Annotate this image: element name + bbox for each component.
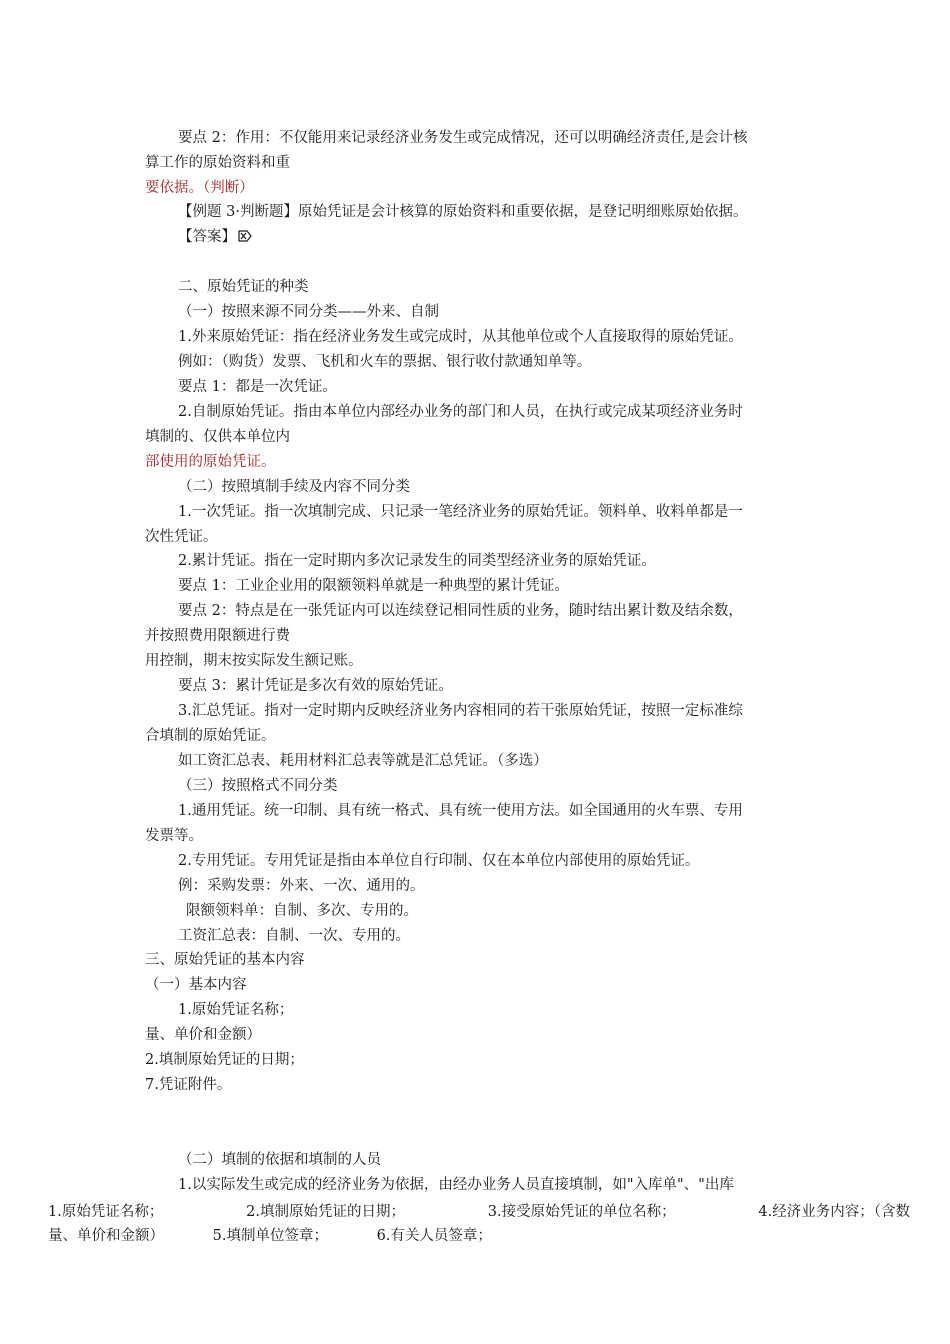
text-line — [145, 527, 218, 547]
text-line-content: 并按照费用限额进行费 — [145, 628, 290, 644]
text-line — [145, 1075, 231, 1095]
footer-item: 5.填制单位签章； — [212, 1228, 328, 1244]
text-line-content: 例：采购发票：外来、一次、通用的。 — [178, 878, 425, 894]
text-line-content: 1.外来原始凭证：指在经济业务发生或完成时，从其他单位或个人直接取得的原始凭证。 — [178, 329, 743, 345]
text-line — [145, 153, 290, 173]
text-line-content: 2.累计凭证。指在一定时期内多次记录发生的同类型经济业务的原始凭证。 — [178, 553, 656, 569]
text-line-content: 三、原始凭证的基本内容 — [145, 952, 305, 968]
text-line-content: 用控制，期末按实际发生额记账。 — [145, 653, 363, 669]
text-line — [178, 1175, 734, 1195]
text-line — [178, 352, 591, 372]
text-line — [145, 626, 290, 646]
text-line-content: 填制的、仅供本单位内 — [145, 429, 290, 445]
text-line-content: 7.凭证附件。 — [145, 1077, 232, 1093]
footer-item: 4.经济业务内容；（含数 — [758, 1204, 910, 1220]
text-line — [145, 826, 203, 846]
text-line-content: 1.以实际发生或完成的经济业务为依据，由经办业务人员直接填制，如"入库单"、"出库 — [178, 1177, 734, 1193]
text-line-content: 3.汇总凭证。指对一定时期内反映经济业务内容相同的若干张原始凭证，按照一定标准综 — [178, 703, 743, 719]
text-line-content: 要点 2：特点是在一张凭证内可以连续登记相同性质的业务，随时结出累计数及结余数， — [178, 603, 743, 619]
text-line-content: 次性凭证。 — [145, 529, 218, 545]
footer-item: 3.接受原始凭证的单位名称； — [487, 1204, 676, 1220]
text-line — [178, 302, 439, 322]
text-line-content: 限额领料单：自制、多次、专用的。 — [186, 903, 418, 919]
text-line — [178, 801, 743, 821]
text-line-content: 量、单价和金额） — [145, 1027, 261, 1043]
text-line-content: 要点 1：都是一次凭证。 — [178, 379, 337, 395]
text-line-content: 2.自制原始凭证。指由本单位内部经办业务的部门和人员，在执行或完成某项经济业务时 — [178, 404, 743, 420]
text-line — [178, 926, 410, 946]
text-line — [178, 601, 743, 621]
text-line — [178, 327, 743, 347]
text-line-content: 【例题 3·判断题】原始凭证是会计核算的原始资料和重要依据，是登记明细账原始依据。 — [178, 204, 748, 220]
text-line — [178, 477, 410, 497]
text-line-content: 部使用的原始凭证。 — [145, 454, 276, 470]
text-line-content: 例如：（购货）发票、飞机和火车的票据、银行收付款通知单等。 — [178, 354, 592, 370]
text-line-content: 2.专用凭证。专用凭证是指由本单位自行印制、仅在本单位内部使用的原始凭证。 — [178, 853, 700, 869]
footer-item: 2.填制原始凭证的日期； — [246, 1204, 405, 1220]
text-line — [145, 651, 363, 671]
text-line-content: 合填制的原始凭证。 — [145, 728, 276, 744]
text-line-content: 要依据。（判断） — [145, 180, 254, 196]
footer-item: 1.原始凭证名称； — [48, 1204, 164, 1220]
text-line-content: （一）基本内容 — [145, 977, 247, 993]
text-line-content: 二、原始凭证的种类 — [178, 279, 309, 295]
text-line-content: 算工作的原始资料和重 — [145, 155, 290, 171]
text-line — [178, 128, 747, 148]
text-line — [178, 277, 309, 297]
text-line-content: 要点 1：工业企业用的限额领料单就是一种典型的累计凭证。 — [178, 578, 569, 594]
text-line-content: 要点 3：累计凭证是多次有效的原始凭证。 — [178, 678, 453, 694]
text-line — [145, 975, 247, 995]
text-line-content: （三）按照格式不同分类 — [178, 778, 338, 794]
text-line — [178, 776, 338, 796]
text-line — [178, 876, 425, 896]
text-line — [145, 178, 254, 198]
text-line-content: （二）填制的依据和填制的人员 — [178, 1152, 381, 1168]
text-line — [178, 551, 656, 571]
text-line — [178, 851, 699, 871]
footer-item: 量、单价和金额） — [48, 1228, 164, 1244]
text-line — [145, 1025, 261, 1045]
cross-box-icon — [238, 230, 252, 242]
footer-item: 6.有关人员签章； — [376, 1228, 492, 1244]
text-line — [145, 1050, 304, 1070]
text-line — [178, 502, 743, 522]
text-line-content: （二）按照填制手续及内容不同分类 — [178, 479, 410, 495]
text-line — [145, 726, 276, 746]
text-line — [178, 227, 252, 247]
footer-list-row-1 — [48, 1202, 910, 1222]
text-line-content: 1.一次凭证。指一次填制完成、只记录一笔经济业务的原始凭证。领料单、收料单都是一 — [178, 504, 743, 520]
text-line-content: 要点 2：作用：不仅能用来记录经济业务发生或完成情况，还可以明确经济责任,是会计核 — [178, 130, 748, 146]
footer-list-row-2 — [48, 1226, 536, 1246]
text-line — [145, 452, 276, 472]
text-line-content: 如工资汇总表、耗用材料汇总表等就是汇总凭证。（多选） — [178, 753, 548, 769]
text-line-content: 工资汇总表：自制、一次、专用的。 — [178, 928, 410, 944]
text-line — [178, 1150, 381, 1170]
text-line-content: 2.填制原始凭证的日期； — [145, 1052, 304, 1068]
text-line — [178, 751, 548, 771]
text-line — [178, 402, 743, 422]
text-line — [178, 377, 337, 397]
text-line-content: 发票等。 — [145, 828, 203, 844]
text-line — [178, 576, 569, 596]
text-line — [178, 676, 453, 696]
text-line — [145, 950, 305, 970]
text-line-content: 1.原始凭证名称； — [178, 1002, 294, 1018]
text-line — [178, 1000, 293, 1020]
text-line-content: （一）按照来源不同分类——外来、自制 — [178, 304, 439, 320]
text-line — [178, 701, 743, 721]
text-line — [186, 901, 418, 921]
text-line — [145, 427, 290, 447]
text-line-content: 1.通用凭证。统一印制、具有统一格式、具有统一使用方法。如全国通用的火车票、专用 — [178, 803, 743, 819]
text-line — [178, 202, 747, 222]
text-line-content: 【答案】 — [178, 229, 236, 245]
